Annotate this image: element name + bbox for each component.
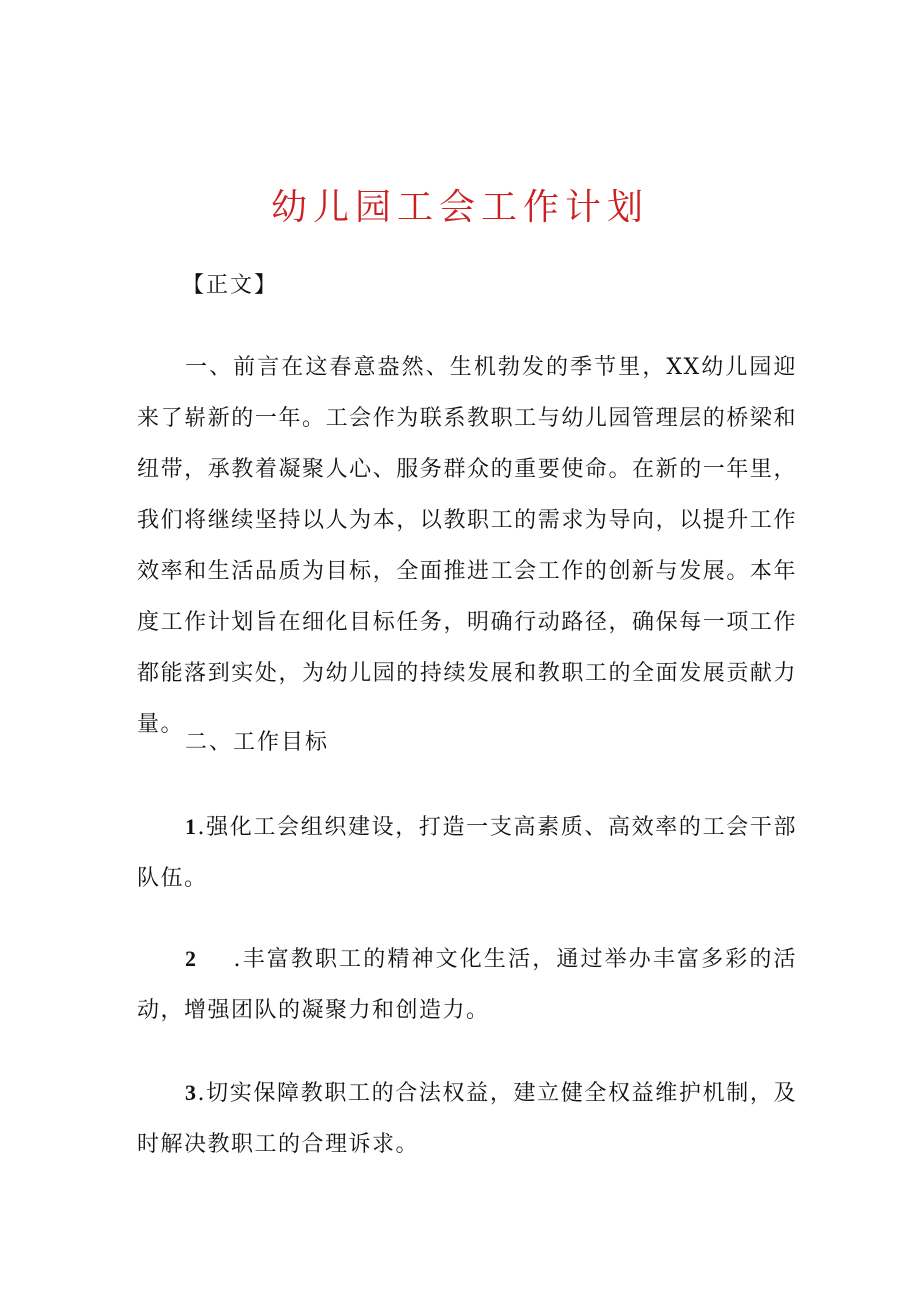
- section-tag: 【正文】: [182, 273, 279, 298]
- goal-number: 1: [185, 814, 198, 839]
- goal-text: .丰富教职工的精神文化生活，通过举办丰富多彩的活动，增强团队的凝聚力和创造力。: [137, 947, 797, 1023]
- intro-paragraph: 一、前言在这春意盎然、生机勃发的季节里，XX幼儿园迎来了崭新的一年。工会作为联系教职工与幼儿园管理层的桥梁和纽带，承教着凝聚人心、服务群众的重要使命。在新的一年里，我们将继续坚持以人为本，以教职工的需求为导向，以提升工作效率和生活品质为目标，全面推进工会工作的创新与发展。本年度工作计划旨在细化目标任务，明确行动路径，确保每一项工作都能落到实处，为幼儿园的持续发展和教职工的全面发展贡献力量。: [137, 355, 797, 737]
- document-title: 幼儿园工会工作计划: [270, 187, 649, 229]
- goal-item: [137, 801, 797, 904]
- goal-item: [137, 1067, 797, 1170]
- goal-text: .强化工会组织建设，打造一支高素质、高效率的工会干部队伍。: [137, 815, 797, 891]
- goal-text: .切实保障教职工的合法权益，建立健全权益维护机制，及时解决教职工的合理诉求。: [137, 1081, 797, 1157]
- goal-item: [137, 933, 797, 1036]
- section-heading-goals: 二、工作目标: [185, 730, 330, 755]
- goal-number: 2: [185, 946, 198, 971]
- goal-number: 3: [185, 1080, 198, 1105]
